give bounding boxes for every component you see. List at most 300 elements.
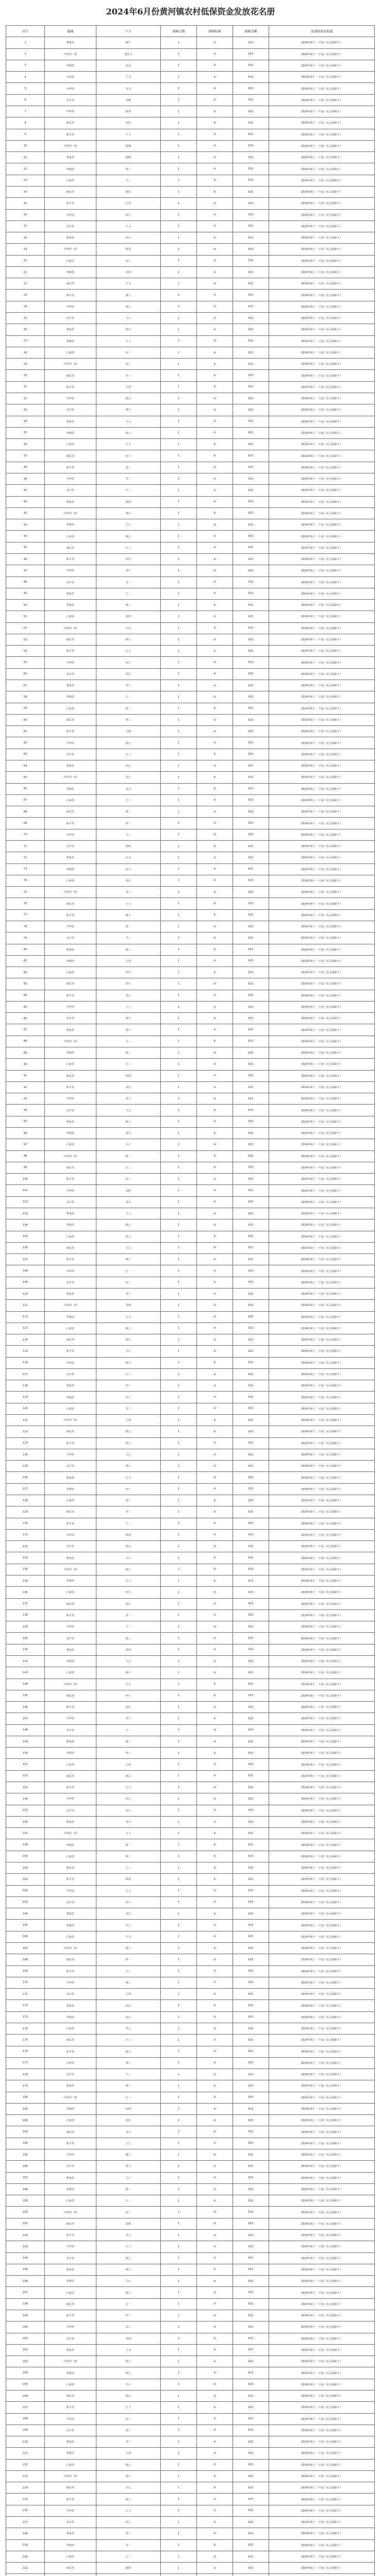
cell-channel: 2024年6月 一卡通（社会保障卡） [269, 611, 375, 622]
cell-index: 45 [6, 543, 45, 554]
cell-count: 1 [161, 1289, 197, 1300]
cell-index: 33 [6, 404, 45, 416]
cell-name: 王四 [96, 2448, 161, 2459]
cell-count: 1 [161, 1013, 197, 1024]
cell-amount: 615 [233, 1530, 269, 1541]
cell-amount: 615 [233, 1002, 269, 1013]
cell-name: 王七 [96, 2138, 161, 2149]
cell-count: 1 [161, 336, 197, 347]
cell-index: 146 [6, 1702, 45, 1713]
cell-name: 江三 [96, 2092, 161, 2104]
cell-name: 李桃 [96, 95, 161, 106]
cell-amount: 615 [233, 1265, 269, 1277]
cell-village: 中华村 [45, 1793, 96, 1805]
cell-channel: 2024年6月 一卡通（社会保障卡） [269, 1862, 375, 1874]
table-row [6, 2333, 375, 2345]
cell-standard: A [197, 2149, 233, 2161]
table-row [6, 1082, 375, 1093]
cell-village: 曹家村 [45, 1817, 96, 1828]
cell-index: 145 [6, 1690, 45, 1702]
cell-index: 89 [6, 1047, 45, 1059]
cell-name: 陈七 [96, 2253, 161, 2264]
cell-village: 中华村一组 [45, 887, 96, 898]
cell-standard: A [197, 1977, 233, 1989]
cell-standard: A [197, 2173, 233, 2184]
cell-name: 陈五 [96, 1426, 161, 1437]
cell-index: 83 [6, 978, 45, 990]
cell-count: 1 [161, 1828, 197, 1839]
table-row [6, 49, 375, 60]
cell-count: 1 [161, 1243, 197, 1254]
cell-channel: 2024年6月 一卡通（社会保障卡） [269, 428, 375, 439]
cell-amount: 615 [233, 1484, 269, 1495]
cell-amount: 615 [233, 2149, 269, 2161]
cell-count: 1 [161, 657, 197, 668]
cell-amount: 615 [233, 60, 269, 72]
cell-name: 王十 [96, 795, 161, 806]
cell-name: 刘仕才 [96, 49, 161, 60]
cell-village: 中华村一组 [45, 141, 96, 152]
table-row [6, 393, 375, 404]
cell-count: 1 [161, 634, 197, 646]
cell-amount: 615 [233, 2241, 269, 2252]
cell-village: 曹家村 [45, 2000, 96, 2011]
cell-channel: 2024年6月 一卡通（社会保障卡） [269, 370, 375, 381]
cell-amount: 615 [233, 2391, 269, 2402]
cell-name: 李二 [96, 1506, 161, 1518]
cell-amount: 615 [233, 795, 269, 806]
cell-count: 1 [161, 1277, 197, 1289]
cell-amount: 615 [233, 1346, 269, 1357]
cell-amount: 615 [233, 887, 269, 898]
cell-amount: 615 [233, 2460, 269, 2471]
cell-name: 陈发 [96, 187, 161, 198]
cell-village: 华旗村 [45, 864, 96, 875]
cell-count: 1 [161, 2471, 197, 2482]
cell-standard: A [197, 1725, 233, 1736]
cell-channel: 2024年6月 一卡通（社会保障卡） [269, 967, 375, 978]
table-row [6, 634, 375, 646]
table-row [6, 1713, 375, 1724]
cell-amount: 615 [233, 450, 269, 462]
cell-amount: 615 [233, 221, 269, 232]
cell-index: 50 [6, 600, 45, 611]
table-row [6, 1874, 375, 1885]
cell-name: 刘二 [96, 1392, 161, 1403]
cell-count: 1 [161, 1759, 197, 1770]
cell-name: 陈十 [96, 1943, 161, 1954]
cell-name: 钟一 [96, 1954, 161, 1965]
cell-count: 1 [161, 1564, 197, 1575]
cell-count: 1 [161, 1231, 197, 1243]
cell-standard: A [197, 1782, 233, 1793]
cell-index: 120 [6, 1403, 45, 1415]
cell-amount: 615 [233, 1954, 269, 1965]
table-row [6, 967, 375, 978]
cell-channel: 2024年6月 一卡通（社会保障卡） [269, 1219, 375, 1231]
table-row [6, 760, 375, 772]
cell-count: 1 [161, 117, 197, 129]
cell-count: 1 [161, 1358, 197, 1369]
table-row [6, 1782, 375, 1793]
cell-channel: 2024年6月 一卡通（社会保障卡） [269, 2517, 375, 2528]
cell-amount: 615 [233, 1358, 269, 1369]
cell-count: 1 [161, 2115, 197, 2126]
cell-index: 216 [6, 2505, 45, 2517]
table-row [6, 2023, 375, 2035]
cell-name: 王三 [96, 485, 161, 496]
cell-standard: A [197, 1575, 233, 1587]
table-row [6, 646, 375, 657]
cell-amount: 615 [233, 1082, 269, 1093]
cell-count: 1 [161, 1139, 197, 1150]
cell-index: 100 [6, 1174, 45, 1185]
header-index: 序号 [6, 26, 45, 37]
cell-amount: 615 [233, 933, 269, 944]
cell-name: 王二 [96, 588, 161, 600]
cell-channel: 2024年6月 一卡通（社会保障卡） [269, 2276, 375, 2287]
cell-standard: A [197, 1162, 233, 1174]
cell-village: 新民村 [45, 1954, 96, 1965]
cell-amount: 615 [233, 1977, 269, 1989]
cell-count: 1 [161, 565, 197, 577]
cell-standard: A [197, 2367, 233, 2379]
cell-village: 新民村 [45, 2126, 96, 2138]
cell-channel: 2024年6月 一卡通（社会保障卡） [269, 1312, 375, 1323]
cell-village: 中华村一组 [45, 2356, 96, 2367]
cell-village: 新民村 [45, 2482, 96, 2494]
cell-channel: 2024年6月 一卡通（社会保障卡） [269, 519, 375, 531]
cell-channel: 2024年6月 一卡通（社会保障卡） [269, 347, 375, 359]
cell-count: 1 [161, 1495, 197, 1506]
cell-amount: 615 [233, 1461, 269, 1472]
table-row [6, 1771, 375, 1782]
cell-amount: 615 [233, 2414, 269, 2425]
cell-name: 钟六 [96, 2471, 161, 2482]
cell-channel: 2024年6月 一卡通（社会保障卡） [269, 1392, 375, 1403]
cell-index: 182 [6, 2115, 45, 2126]
table-row [6, 1415, 375, 1426]
cell-channel: 2024年6月 一卡通（社会保障卡） [269, 1702, 375, 1713]
cell-count: 1 [161, 2287, 197, 2298]
cell-index: 136 [6, 1587, 45, 1598]
table-row [6, 1484, 375, 1495]
cell-count: 1 [161, 1805, 197, 1817]
cell-standard: A [197, 990, 233, 1002]
cell-standard: A [197, 1358, 233, 1369]
cell-channel: 2024年6月 一卡通（社会保障卡） [269, 910, 375, 921]
cell-channel: 2024年6月 一卡通（社会保障卡） [269, 2505, 375, 2517]
cell-channel: 2024年6月 一卡通（社会保障卡） [269, 2321, 375, 2333]
cell-channel: 2024年6月 一卡通（社会保障卡） [269, 772, 375, 783]
cell-index: 160 [6, 1862, 45, 1874]
cell-name: 李十 [96, 1713, 161, 1724]
cell-name: 江二 [96, 2195, 161, 2207]
cell-standard: A [197, 290, 233, 301]
cell-name: 陈华 [96, 106, 161, 117]
cell-standard: A [197, 1633, 233, 1644]
cell-channel: 2024年6月 一卡通（社会保障卡） [269, 1300, 375, 1311]
cell-count: 1 [161, 2299, 197, 2310]
cell-amount: 615 [233, 210, 269, 221]
cell-channel: 2024年6月 一卡通（社会保障卡） [269, 543, 375, 554]
cell-name: 杨四 [96, 841, 161, 852]
cell-standard: A [197, 841, 233, 852]
cell-village: 白家村 [45, 1931, 96, 1943]
table-row [6, 2012, 375, 2023]
cell-amount: 615 [233, 2436, 269, 2448]
cell-standard: A [197, 1954, 233, 1965]
cell-village: 高丰村 [45, 1105, 96, 1116]
cell-standard: A [197, 1036, 233, 1047]
cell-index: 38 [6, 462, 45, 473]
cell-standard: A [197, 1587, 233, 1598]
table-row [6, 978, 375, 990]
cell-count: 1 [161, 497, 197, 508]
table-row [6, 1633, 375, 1644]
cell-count: 1 [161, 978, 197, 990]
cell-count: 1 [161, 600, 197, 611]
cell-channel: 2024年6月 一卡通（社会保障卡） [269, 634, 375, 646]
cell-village: 中华村 [45, 1977, 96, 1989]
cell-count: 1 [161, 1403, 197, 1415]
cell-amount: 615 [233, 1679, 269, 1690]
cell-index: 192 [6, 2230, 45, 2241]
cell-count: 1 [161, 2161, 197, 2172]
table-row [6, 2207, 375, 2218]
cell-village: 新民村 [45, 1771, 96, 1782]
cell-standard: A [197, 232, 233, 244]
cell-channel: 2024年6月 一卡通（社会保障卡） [269, 1059, 375, 1070]
cell-name: 陈七 [96, 1219, 161, 1231]
cell-standard: A [197, 726, 233, 737]
cell-standard: A [197, 1908, 233, 1920]
table-row [6, 1759, 375, 1770]
table-row [6, 141, 375, 152]
table-row [6, 1254, 375, 1265]
cell-name: 刘一 [96, 462, 161, 473]
cell-village: 和平村 [45, 2046, 96, 2058]
cell-index: 28 [6, 347, 45, 359]
cell-name: 陈四 [96, 2563, 161, 2574]
cell-amount: 615 [233, 256, 269, 267]
cell-index: 73 [6, 864, 45, 875]
cell-count: 1 [161, 1059, 197, 1070]
cell-count: 1 [161, 887, 197, 898]
cell-channel: 2024年6月 一卡通（社会保障卡） [269, 95, 375, 106]
cell-index: 212 [6, 2460, 45, 2471]
cell-name: 王五 [96, 278, 161, 290]
cell-village: 中华村 [45, 1886, 96, 1897]
table-row [6, 1908, 375, 1920]
cell-channel: 2024年6月 一卡通（社会保障卡） [269, 497, 375, 508]
table-row [6, 382, 375, 393]
cell-index: 31 [6, 382, 45, 393]
cell-standard: A [197, 795, 233, 806]
cell-standard: A [197, 2080, 233, 2092]
cell-amount: 615 [233, 324, 269, 335]
cell-index: 96 [6, 1128, 45, 1139]
cell-standard: A [197, 2138, 233, 2149]
cell-channel: 2024年6月 一卡通（社会保障卡） [269, 129, 375, 141]
cell-channel: 2024年6月 一卡通（社会保障卡） [269, 198, 375, 209]
table-row [6, 1162, 375, 1174]
cell-channel: 2024年6月 一卡通（社会保障卡） [269, 1886, 375, 1897]
cell-channel: 2024年6月 一卡通（社会保障卡） [269, 1645, 375, 1656]
cell-name: 江六 [96, 749, 161, 760]
cell-index: 205 [6, 2379, 45, 2391]
cell-count: 1 [161, 875, 197, 887]
table-row [6, 726, 375, 737]
cell-count: 1 [161, 2069, 197, 2080]
cell-standard: A [197, 2069, 233, 2080]
cell-standard: A [197, 2482, 233, 2494]
cell-name: 马八 [96, 313, 161, 324]
cell-channel: 2024年6月 一卡通（社会保障卡） [269, 2058, 375, 2069]
cell-channel: 2024年6月 一卡通（社会保障卡） [269, 2104, 375, 2115]
cell-index: 71 [6, 841, 45, 852]
cell-channel: 2024年6月 一卡通（社会保障卡） [269, 875, 375, 887]
cell-standard: A [197, 485, 233, 496]
cell-index: 155 [6, 1805, 45, 1817]
table-row [6, 1426, 375, 1437]
table-row [6, 1312, 375, 1323]
cell-channel: 2024年6月 一卡通（社会保障卡） [269, 2195, 375, 2207]
cell-channel: 2024年6月 一卡通（社会保障卡） [269, 1277, 375, 1289]
cell-index: 8 [6, 117, 45, 129]
cell-standard: A [197, 1817, 233, 1828]
cell-index: 139 [6, 1621, 45, 1633]
cell-name: 江七 [96, 1679, 161, 1690]
cell-count: 1 [161, 2494, 197, 2505]
cell-amount: 615 [233, 1828, 269, 1839]
table-row [6, 1966, 375, 1977]
cell-standard: A [197, 301, 233, 313]
cell-amount: 615 [233, 1518, 269, 1530]
cell-standard: A [197, 382, 233, 393]
table-row [6, 669, 375, 680]
cell-name: 杨五 [96, 1771, 161, 1782]
table-row [6, 1151, 375, 1162]
cell-index: 26 [6, 324, 45, 335]
cell-amount: 615 [233, 898, 269, 909]
cell-standard: A [197, 1151, 233, 1162]
cell-channel: 2024年6月 一卡通（社会保障卡） [269, 1334, 375, 1346]
roster-table [6, 25, 375, 2576]
cell-village: 白家村 [45, 2379, 96, 2391]
cell-count: 1 [161, 1300, 197, 1311]
table-row [6, 2356, 375, 2367]
table-row [6, 1403, 375, 1415]
cell-count: 1 [161, 404, 197, 416]
cell-name: 何五 [96, 967, 161, 978]
cell-channel: 2024年6月 一卡通（社会保障卡） [269, 669, 375, 680]
cell-count: 1 [161, 1219, 197, 1231]
cell-village: 中华村一组 [45, 244, 96, 255]
cell-village: 华旗村 [45, 1312, 96, 1323]
table-row [6, 1793, 375, 1805]
cell-village: 和平村 [45, 2494, 96, 2505]
cell-village: 白家村 [45, 703, 96, 715]
cell-name: 陈八 [96, 2149, 161, 2161]
cell-name: 杨二 [96, 2080, 161, 2092]
cell-channel: 2024年6月 一卡通（社会保障卡） [269, 382, 375, 393]
cell-count: 1 [161, 680, 197, 691]
cell-standard: A [197, 806, 233, 818]
cell-standard: A [197, 175, 233, 187]
cell-name: 杨九 [96, 324, 161, 335]
cell-village: 和平村 [45, 290, 96, 301]
cell-standard: A [197, 1449, 233, 1461]
cell-name: 江九 [96, 2505, 161, 2517]
cell-amount: 615 [233, 2345, 269, 2356]
cell-channel: 2024年6月 一卡通（社会保障卡） [269, 2391, 375, 2402]
cell-index: 11 [6, 152, 45, 163]
cell-village: 华旗村 [45, 1656, 96, 1667]
cell-village: 白家村 [45, 531, 96, 542]
cell-count: 1 [161, 577, 197, 588]
cell-count: 1 [161, 2310, 197, 2321]
cell-name: 王一 [96, 691, 161, 703]
cell-village: 中华村 [45, 2058, 96, 2069]
cell-count: 1 [161, 1587, 197, 1598]
cell-channel [269, 2574, 375, 2576]
cell-channel: 2024年6月 一卡通（社会保障卡） [269, 324, 375, 335]
cell-amount: 615 [233, 1897, 269, 1908]
cell-count: 1 [161, 691, 197, 703]
cell-amount: 615 [233, 1931, 269, 1943]
cell-count: 1 [161, 1093, 197, 1105]
cell-channel: 2024年6月 一卡通（社会保障卡） [269, 2207, 375, 2218]
cell-amount: 615 [233, 336, 269, 347]
cell-standard: A [197, 1346, 233, 1357]
cell-count: 1 [161, 1162, 197, 1174]
cell-village: 中华村 [45, 83, 96, 94]
table-row [6, 232, 375, 244]
cell-channel: 2024年6月 一卡通（社会保障卡） [269, 1231, 375, 1243]
cell-village: 白家村 [45, 1323, 96, 1334]
cell-channel: 2024年6月 一卡通（社会保障卡） [269, 2436, 375, 2448]
cell-count: 1 [161, 2264, 197, 2276]
cell-amount: 615 [233, 1128, 269, 1139]
table-row [6, 2460, 375, 2471]
cell-count: 1 [161, 2184, 197, 2195]
cell-amount: 615 [233, 2367, 269, 2379]
cell-amount: 615 [233, 1277, 269, 1289]
cell-name: 李二 [96, 2540, 161, 2551]
cell-village: 曹家村 [45, 1736, 96, 1748]
cell-amount: 615 [233, 543, 269, 554]
table-row [6, 1036, 375, 1047]
cell-village: 曹家村 [45, 152, 96, 163]
cell-name: 马七 [96, 2482, 161, 2494]
cell-amount: 615 [233, 106, 269, 117]
cell-count: 1 [161, 267, 197, 278]
cell-count: 1 [161, 1989, 197, 2000]
cell-village: 华旗村 [45, 163, 96, 175]
table-row [6, 2080, 375, 2092]
cell-count: 1 [161, 1461, 197, 1472]
cell-index: 124 [6, 1449, 45, 1461]
cell-name: 何九 [96, 554, 161, 565]
cell-channel: 2024年6月 一卡通（社会保障卡） [269, 600, 375, 611]
cell-amount: 615 [233, 244, 269, 255]
cell-village: 华旗村 [45, 2104, 96, 2115]
cell-count: 1 [161, 450, 197, 462]
cell-name: 何三 [96, 2207, 161, 2218]
cell-channel: 2024年6月 一卡通（社会保障卡） [269, 485, 375, 496]
table-row [6, 944, 375, 956]
